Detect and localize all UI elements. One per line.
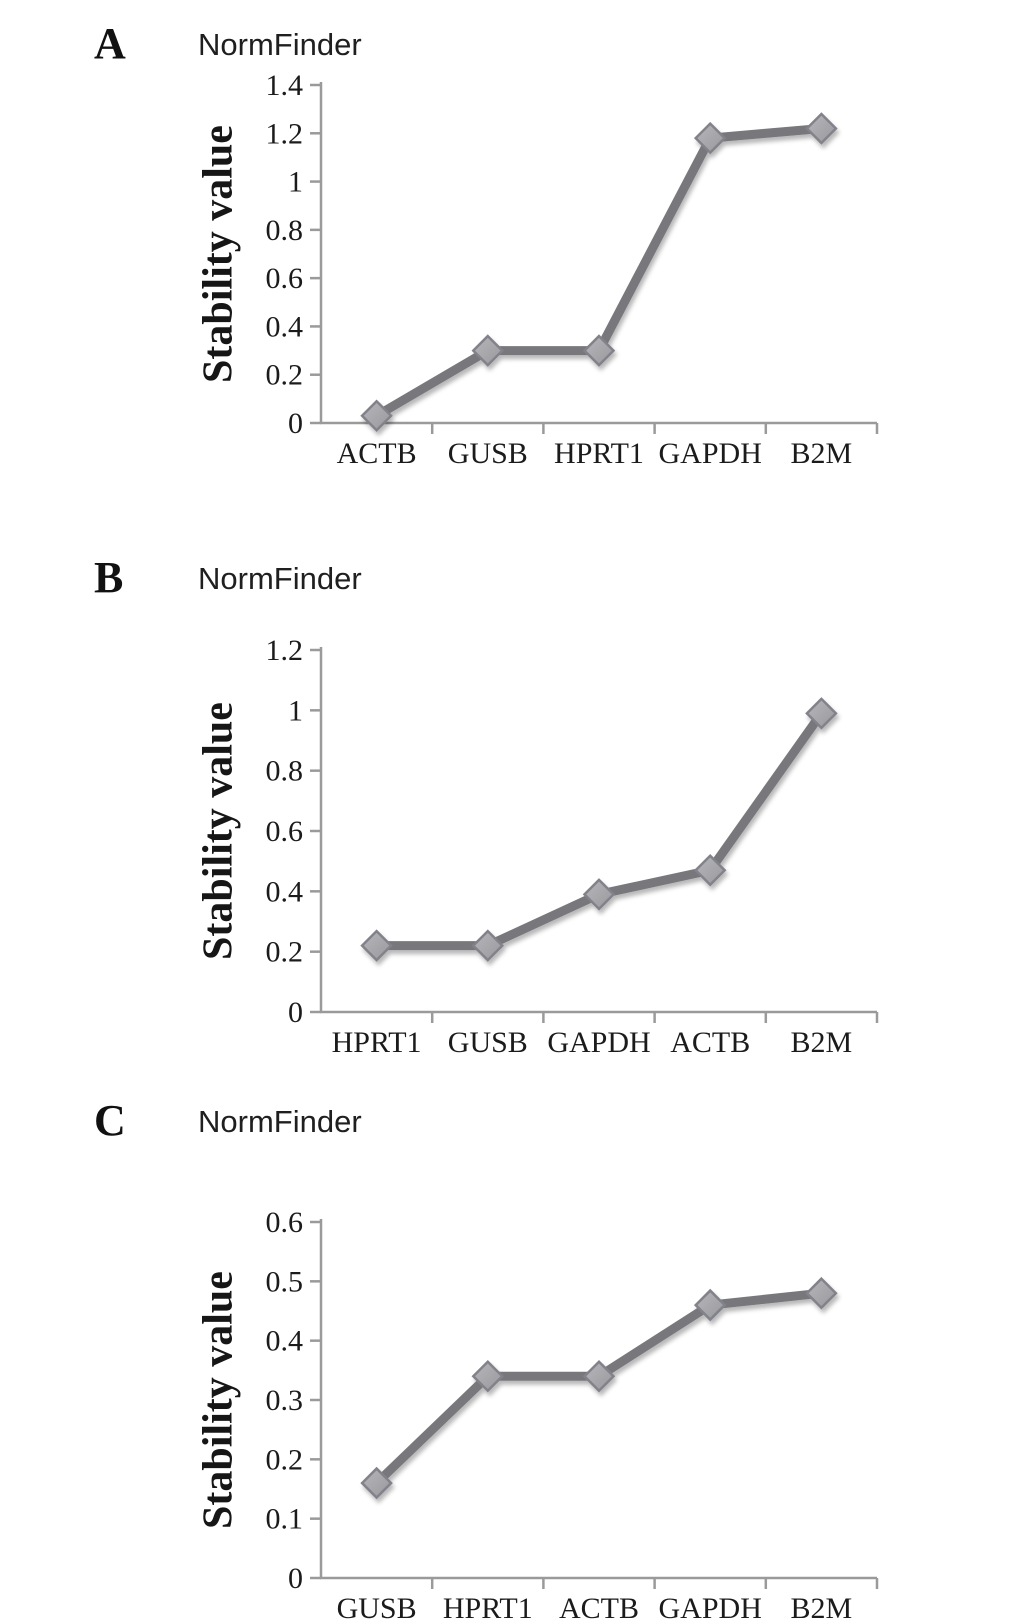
x-category-label: B2M [790,1592,853,1620]
y-tick-label: 0.4 [265,875,303,909]
series-group [362,699,836,960]
x-category-label: GAPDH [658,1592,762,1620]
x-category-label: ACTB [558,1592,640,1620]
chart-panel-b [310,647,877,1023]
y-tick-label: 0.2 [265,358,303,392]
panel-letter-c: C [94,1096,126,1145]
x-category-label: ACTB [670,1026,751,1059]
y-tick-label: 1 [288,165,303,199]
y-tick-label: 1 [288,694,303,728]
series-group [362,114,836,430]
y-tick-label: 0.5 [265,1265,303,1299]
x-category-label: HPRT1 [442,1592,533,1620]
y-axis-title: Stability value [195,1271,242,1529]
x-category-label: GUSB [447,1026,528,1059]
panel-letter-a: A [94,19,126,68]
y-tick-label: 1.2 [265,634,303,667]
y-axis-title: Stability value [195,125,242,383]
x-category-label: HPRT1 [331,1026,422,1059]
y-tick-label: 0.8 [265,213,303,247]
data-point-marker [473,931,502,960]
y-tick-label: 0.1 [265,1502,303,1536]
x-category-label: B2M [790,437,853,470]
x-category-label: GUSB [447,437,528,470]
y-tick-label: 0.2 [265,1443,303,1477]
x-category-label: GAPDH [658,437,762,470]
x-category-label: B2M [790,1026,853,1059]
series-group [362,1279,836,1498]
y-tick-label: 0.2 [265,935,303,969]
data-point-marker [807,114,836,143]
chart-title-c: NormFinder [198,1104,362,1139]
y-tick-label: 0.4 [265,310,303,344]
y-tick-label: 0 [288,996,303,1029]
data-point-marker [585,880,614,909]
chart-title-a: NormFinder [198,27,362,62]
series-line [377,713,822,945]
data-point-marker [807,1279,836,1308]
y-tick-label: 0.6 [265,815,303,848]
x-category-label: GUSB [336,1592,417,1620]
y-tick-label: 0 [288,407,303,440]
y-tick-label: 0.8 [265,754,303,788]
data-point-marker [362,931,391,960]
chart-panel-a [310,82,877,434]
chart-panel-c [310,1219,877,1589]
x-category-label: GAPDH [547,1026,651,1059]
y-tick-label: 1.2 [265,117,303,151]
y-tick-label: 0 [288,1562,303,1595]
chart-title-b: NormFinder [198,561,362,596]
panel-letter-b: B [94,553,124,602]
series-line [377,128,822,415]
y-tick-label: 0.4 [265,1324,303,1358]
y-tick-label: 1.4 [265,69,303,102]
y-tick-label: 0.6 [265,262,303,296]
x-category-label: HPRT1 [554,437,644,470]
y-axis-title: Stability value [195,702,242,960]
y-tick-label: 0.6 [265,1206,303,1239]
x-category-label: ACTB [336,437,417,470]
y-tick-label: 0.3 [265,1384,303,1417]
